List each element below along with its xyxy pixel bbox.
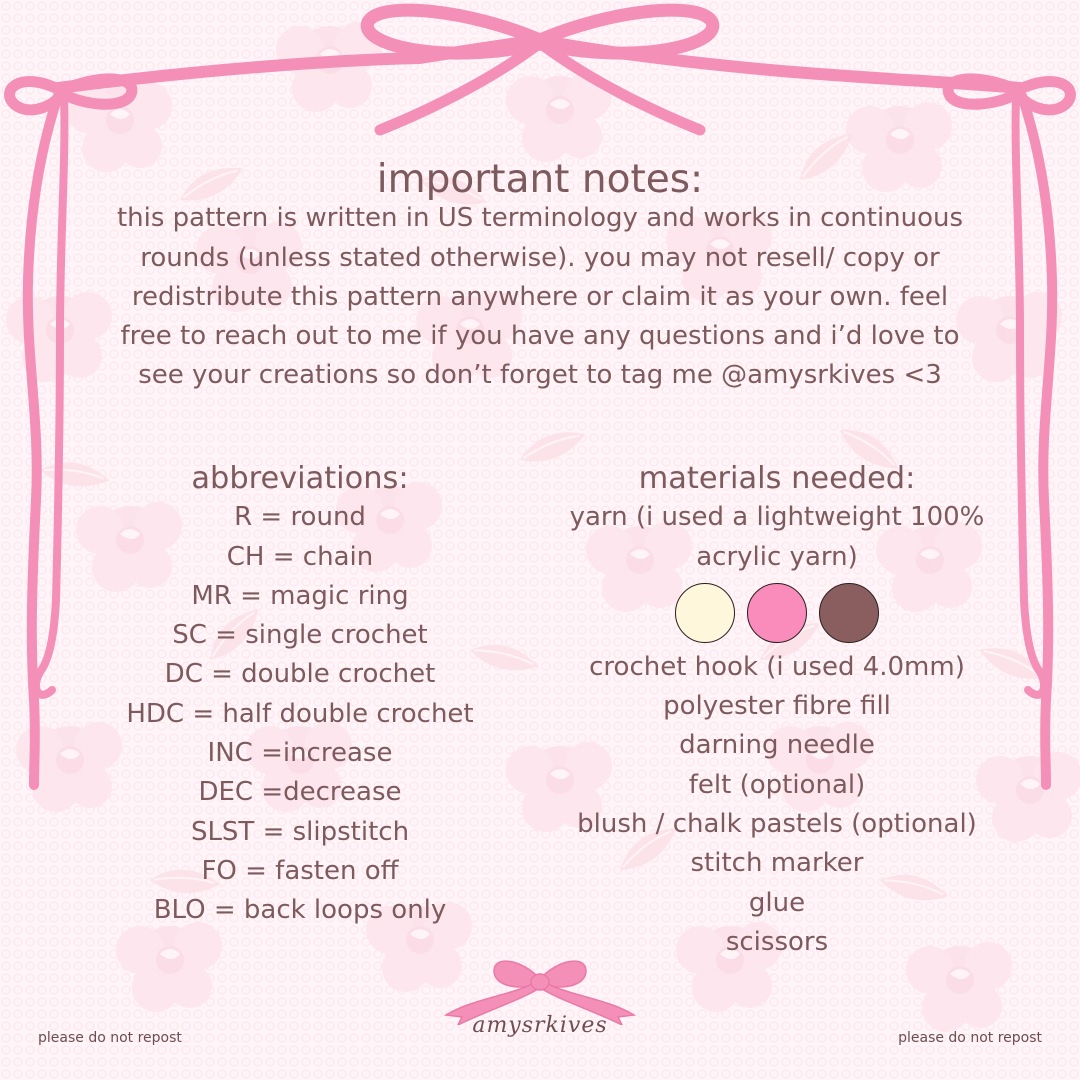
abbreviation-item: SC = single crochet (172, 620, 428, 651)
material-item: crochet hook (i used 4.0mm) (589, 651, 965, 682)
yarn-color-swatches (552, 583, 1002, 643)
brand-logo (442, 955, 638, 1055)
abbreviations-heading: abbreviations: (191, 461, 409, 496)
materials-list-rest (552, 648, 1002, 962)
yarn-swatch-pink (747, 583, 807, 643)
material-yarn: yarn (i used a lightweight 100% acrylic yarn) (569, 502, 985, 572)
abbreviation-item: R = round (234, 502, 366, 533)
abbreviations-section (100, 459, 500, 931)
important-notes-heading: important notes: (376, 157, 704, 202)
abbreviation-item: BLO = back loops only (153, 895, 447, 926)
materials-heading: materials needed: (638, 461, 916, 496)
material-item: polyester fibre fill (663, 691, 891, 722)
footer-notice-left: please do not repost (38, 1030, 182, 1046)
abbreviation-item: DC = double crochet (164, 659, 436, 690)
abbreviation-item: MR = magic ring (191, 580, 409, 611)
abbreviation-item: SLST = slipstitch (190, 816, 410, 847)
material-item: darning needle (679, 730, 875, 761)
yarn-swatch-brown (819, 583, 879, 643)
material-item: scissors (725, 926, 829, 957)
materials-section (552, 459, 1002, 962)
material-item: blush / chalk pastels (optional) (577, 809, 977, 840)
material-item: felt (optional) (688, 769, 866, 800)
brand-signature: amysrkives (472, 1013, 608, 1038)
abbreviation-item: CH = chain (226, 541, 374, 572)
abbreviation-item: DEC =decrease (198, 777, 402, 808)
important-notes-body: this pattern is written in US terminology and works in continuous rounds (unless stated otherwise). you may not resell/ copy or redistribute this pattern anywhere or claim it as your own. feel free to reach out to me if you have any questions and i’d love to see your creations so don’t forget to tag me @amysrkives <3 (116, 203, 964, 391)
abbreviations-list (100, 498, 500, 930)
materials-list (552, 498, 1002, 577)
abbreviation-item: HDC = half double crochet (126, 698, 474, 729)
material-item: glue (748, 887, 806, 918)
important-notes-section (110, 157, 970, 396)
material-item: stitch marker (690, 848, 864, 879)
footer-notice-right: please do not repost (898, 1030, 1042, 1046)
yarn-swatch-cream (675, 583, 735, 643)
abbreviation-item: FO = fasten off (201, 855, 399, 886)
abbreviation-item: INC =increase (207, 738, 393, 769)
